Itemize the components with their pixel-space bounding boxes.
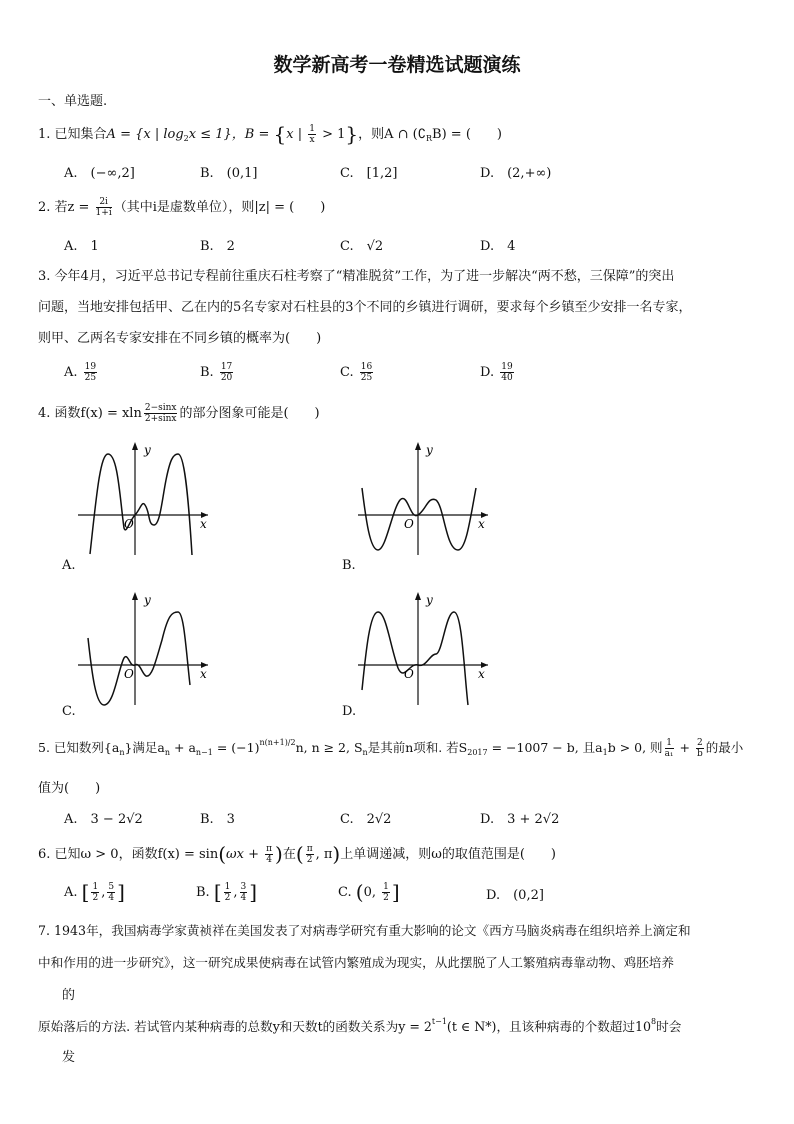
y-label: y (426, 593, 433, 607)
question-7-line-5: 发 (62, 1050, 76, 1065)
question-5-stem: 5. 已知数列$\{a_n\}$满足$a_n + a_{n-1} = (-1)^{n(n+1)/2}n$, n ≥ 2, $S_n$是其前n项和. 若$S_{2017} = -1007 - b$, 且$a_1b > 0$, 则 $\frac{1}{\text{a₁}}$ + $\frac{2}{b}$ 的最小 (38, 738, 744, 759)
q5-option-c[interactable]: C. 2√2 (340, 812, 392, 827)
graph-d (358, 590, 498, 710)
section-heading: 一、单选题. (38, 94, 108, 109)
question-2-stem: 2. 若z = $\frac{2i}{1+i}$ （其中i是虚数单位），则|z| = ( ) (38, 197, 326, 218)
origin-label: O (404, 517, 414, 531)
q6-option-a[interactable]: A. [ $\frac{1}{2}$ , $\frac{5}{4}$ ] (64, 880, 125, 904)
x-label: x (200, 517, 207, 531)
q6-option-b[interactable]: B. [ $\frac{1}{2}$ , $\frac{3}{4}$ ] (196, 880, 258, 904)
curve (362, 612, 468, 705)
curve (88, 612, 190, 705)
page-title: 数学新高考一卷精选试题演练 (273, 54, 521, 76)
q6-option-c[interactable]: C. (0, $\frac{1}{2}$ ] (338, 880, 400, 904)
x-label: x (478, 517, 485, 531)
question-7-line-3: 的 (62, 988, 76, 1003)
q1-option-d[interactable]: D. (2,+∞) (480, 166, 552, 181)
question-3-line-2: 问题，当地安排包括甲、乙在内的5名专家对石柱县的3个不同的乡镇进行调研，要求每个乡镇至少安排一名专家， (38, 300, 692, 315)
q1-option-a[interactable]: A. (−∞,2] (64, 166, 135, 181)
q3-option-d[interactable]: D. $\frac{19}{40}$ (480, 362, 513, 383)
graph-b (358, 440, 498, 560)
q4-option-d[interactable]: D. (342, 704, 357, 719)
q2-option-c[interactable]: C. √2 (340, 239, 384, 254)
q4-option-c[interactable]: C. (62, 704, 76, 719)
question-7-line-4: 原始落后的方法. 若试管内某种病毒的总数y和天数t的函数关系为$y = 2^{t-1}(t$ ∈ N*)，且该种病毒的个数超过$10^8$时会 (38, 1017, 682, 1034)
curve (362, 488, 476, 550)
curve (90, 454, 192, 555)
q3-option-c[interactable]: C. $\frac{16}{25}$ (340, 362, 373, 383)
q5-option-d[interactable]: D. 3 + 2√2 (480, 812, 560, 827)
q1-option-b[interactable]: B. (0,1] (200, 166, 258, 181)
q3-option-b[interactable]: B. $\frac{17}{20}$ (200, 362, 233, 383)
y-label: y (426, 443, 433, 457)
q1-option-c[interactable]: C. [1,2] (340, 166, 398, 181)
q3-option-a[interactable]: A. $\frac{19}{25}$ (64, 362, 97, 383)
graph-c (78, 590, 218, 710)
q2-option-a[interactable]: A. 1 (64, 239, 99, 254)
q5-option-b[interactable]: B. 3 (200, 812, 235, 827)
q4-option-b[interactable]: B. (342, 558, 356, 573)
question-4-stem: 4. 函数f(x) = xln $\frac{2-\sin x}{2+\sin x}$ 的部分图象可能是( ) (38, 403, 320, 424)
question-7-line-1: 7. 1943年，我国病毒学家黄祯祥在美国发表了对病毒学研究有重大影响的论文《西方马脑炎病毒在组织培养上滴定和 (38, 923, 691, 938)
question-3-line-1: 3. 今年4月，习近平总书记专程前往重庆石柱考察了“精准脱贫”工作，为了进一步解决“两不愁，三保障”的突出 (38, 269, 675, 284)
q2-option-b[interactable]: B. 2 (200, 239, 235, 254)
q4-option-a[interactable]: A. (62, 558, 76, 573)
y-label: y (144, 443, 151, 457)
question-5-line-2: 值为( ) (38, 781, 101, 796)
origin-label: O (124, 667, 134, 681)
q6-option-d[interactable]: D. (0,2] (486, 888, 544, 903)
graph-a (78, 440, 218, 560)
question-7-line-2: 中和作用的进一步研究》，这一研究成果使病毒在试管内繁殖成为现实，从此摆脱了人工繁殖病毒靠动物、鸡胚培养 (38, 955, 674, 970)
q2-option-d[interactable]: D. 4 (480, 239, 516, 254)
origin-label: O (124, 517, 134, 531)
origin-label: O (404, 667, 414, 681)
x-label: x (478, 667, 485, 681)
q5-option-a[interactable]: A. 3 − 2√2 (64, 812, 143, 827)
y-label: y (144, 593, 151, 607)
question-1-stem: 1. 已知集合A = {x | $\log_2x \le 1$}，B = {x | $\frac{1}{x}$ > 1}，则A ∩ $(∁_RB)$ = ( ) (38, 122, 502, 146)
question-6-stem: 6. 已知ω > 0，函数f(x) = sin(ωx + $\frac{\pi}{4}$ )在( $\frac{\pi}{2}$ , π)上单调递减，则ω的取值范围是( ) (38, 842, 556, 866)
question-3-line-3: 则甲、乙两名专家安排在不同乡镇的概率为( ) (38, 331, 322, 346)
x-label: x (200, 667, 207, 681)
